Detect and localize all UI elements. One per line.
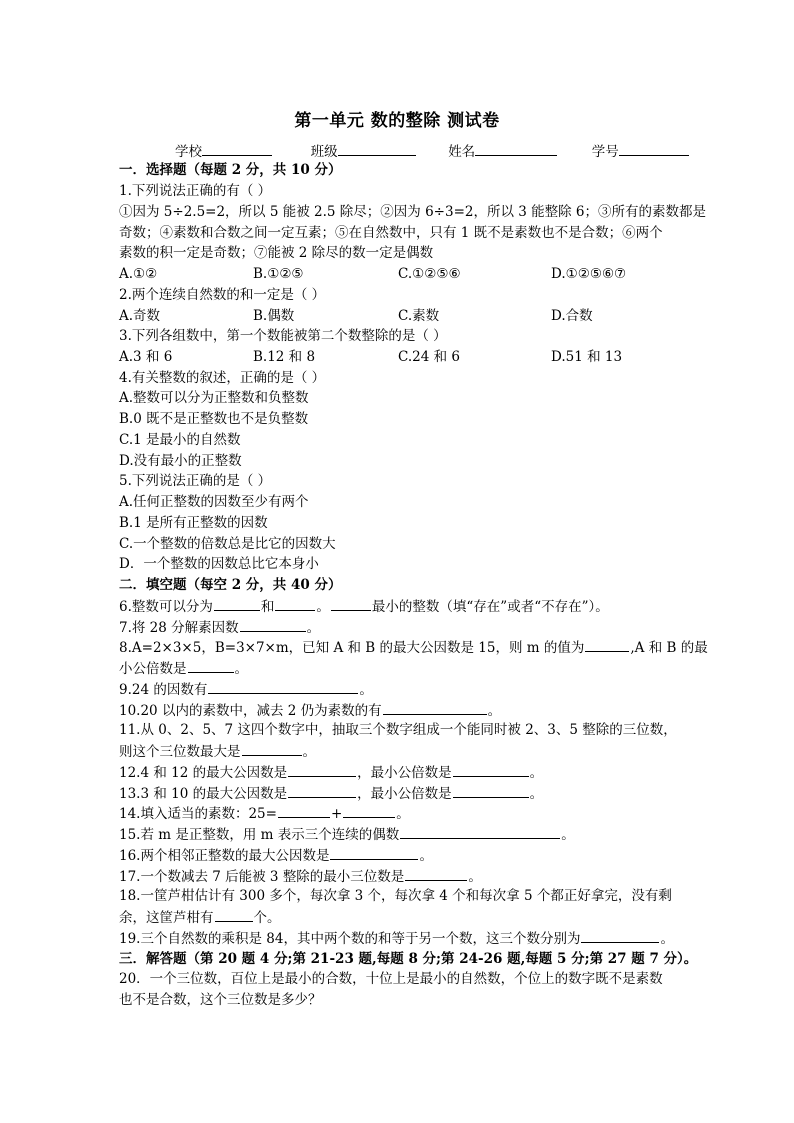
q3-option-b[interactable]: B.12 和 8 [253,349,316,365]
q11-text-b: 则这个三位数最大是 [119,744,241,760]
q16-text-b: 。 [419,848,433,864]
q12-text-b: ，最小公倍数是 [357,765,452,781]
q5-option-b[interactable]: B.1 是所有正整数的因数 [119,515,268,531]
q15 [119,825,575,844]
q7-text-b: 。 [306,620,321,636]
q13-text-b: ，最小公倍数是 [357,786,452,802]
name-blank[interactable] [475,141,557,156]
q1-option-d[interactable]: D.①②⑤⑥⑦ [551,266,627,282]
q3-option-d[interactable]: D.51 和 13 [551,349,623,365]
q6 [119,597,609,616]
q8-blank-2[interactable] [188,659,234,673]
q15-text-b: 。 [561,827,575,843]
class-blank[interactable] [338,141,416,156]
q20-line1: 20．一个三位数，百位上是最小的合数，十位上是最小的自然数，个位上的数字既不是素数 [119,971,663,987]
q3-option-c[interactable]: C.24 和 6 [398,349,460,365]
q2-option-c[interactable]: C.素数 [398,308,440,324]
q15-blank[interactable] [400,825,560,839]
q18-line2 [119,908,281,927]
number-blank[interactable] [619,141,689,156]
q4-stem: 4.有关整数的叙述，正确的是（ ） [119,370,326,386]
q20-line2: 也不是合数，这个三位数是多少？ [119,992,322,1008]
q4-option-b[interactable]: B.0 既不是正整数也不是负整数 [119,411,309,427]
q8-text-c: 小公倍数是 [119,661,187,677]
q1-option-b[interactable]: B.①②⑤ [253,266,304,282]
q17 [119,867,482,886]
q12-text-a: 12.4 和 12 的最大公因数是 [119,765,288,781]
q8-line1 [119,638,708,657]
q1-text-line1: ①因为 5÷2.5=2，所以 5 能被 2.5 除尽；②因为 6÷3=2，所以 3 能整除 6；③所有的素数都是 [119,204,707,220]
class-label: 班级 [310,144,338,160]
q14-blank-2[interactable] [343,804,395,818]
q13 [119,784,543,803]
q4-option-a[interactable]: A.整数可以分为正整数和负整数 [119,390,309,406]
q10-text-b: 。 [487,703,502,719]
q8-text-a: 8.A=2×3×5，B=3×7×m，已知 A 和 B 的最大公因数是 15，则 m 的值为 [119,640,585,656]
q19-text-a: 19.三个自然数的乘积是 84，其中两个数的和等于另一个数，这三个数分别为 [119,931,581,947]
name-label: 姓名 [448,144,476,160]
q12-blank-1[interactable] [288,763,356,777]
q19 [119,929,674,948]
q2-option-b[interactable]: B.偶数 [253,308,295,324]
q10-text-a: 10.20 以内的素数中，减去 2 仍为素数的有 [119,703,382,719]
q14-text-b: + [330,806,343,822]
q11-blank[interactable] [242,742,302,756]
q6-text-b: 和 [260,599,275,615]
q11-line1: 11.从 0、2、5、7 这四个数字中，抽取三个数字组成一个能同时被 2、3、5 整除的三位数， [119,722,677,738]
q14-blank-1[interactable] [278,804,330,818]
q1-text-line2: 奇数；④素数和合数之间一定互素；⑤在自然数中，只有 1 既不是素数也不是合数；⑥两个 [119,225,663,241]
q18-line1: 18.一筐芦柑估计有 300 多个，每次拿 3 个，每次拿 4 个和每次拿 5 个都正好拿完，没有剩 [119,888,672,904]
q2-option-a[interactable]: A.奇数 [119,308,161,324]
q4-option-c[interactable]: C.1 是最小的自然数 [119,432,241,448]
q12-text-c: 。 [529,765,544,781]
q9-blank[interactable] [208,680,358,694]
q6-text-a: 6.整数可以分为 [119,599,213,615]
q15-text-a: 15.若 m 是正整数，用 m 表示三个连续的偶数 [119,827,400,843]
q2-option-d[interactable]: D.合数 [551,308,593,324]
q11-text-c: 。 [302,744,316,760]
q18-blank[interactable] [215,908,253,922]
q16 [119,846,433,865]
q14 [119,804,410,823]
q3-option-a[interactable]: A.3 和 6 [119,349,173,365]
q19-blank[interactable] [581,929,659,943]
section-fill-heading: 二．填空题（每空 2 分，共 40 分） [119,577,342,593]
q16-blank[interactable] [330,846,418,860]
page-title: 第一单元 数的整除 测试卷 [294,111,500,131]
q8-text-d: 。 [234,661,248,677]
q13-text-a: 13.3 和 10 的最大公因数是 [119,786,288,802]
school-label: 学校 [175,144,202,160]
q13-blank-1[interactable] [288,784,356,798]
section-choice-heading: 一．选择题（每题 2 分，共 10 分） [119,162,342,178]
q10-blank[interactable] [383,701,487,715]
q19-text-b: 。 [660,931,674,947]
q8-text-b: ,A 和 B 的最 [630,640,708,656]
q2-stem: 2.两个连续自然数的和一定是（ ） [119,287,326,303]
q9-text-a: 9.24 的因数有 [119,682,208,698]
q12 [119,763,543,782]
q17-text-b: 。 [468,869,482,885]
q14-text-a: 14.填入适当的素数：25= [119,806,277,822]
number-label: 学号 [591,144,619,160]
q7-text-a: 7.将 28 分解素因数 [119,620,239,636]
q12-blank-2[interactable] [453,763,529,777]
q8-blank-1[interactable] [585,638,629,652]
q11-line2 [119,742,316,761]
q18-text-c: 个。 [253,910,281,926]
q5-option-d[interactable]: D．一个整数的因数总比它本身小 [119,556,319,572]
school-blank[interactable] [202,141,272,156]
q9 [119,680,373,699]
q6-blank-1[interactable] [214,597,260,611]
q13-blank-2[interactable] [453,784,529,798]
q5-option-a[interactable]: A.任何正整数的因数至少有两个 [119,494,309,510]
q1-stem: 1.下列说法正确的有（ ） [119,183,272,199]
q4-option-d[interactable]: D.没有最小的正整数 [119,453,242,469]
q17-blank[interactable] [405,867,467,881]
q9-text-b: 。 [359,682,373,698]
q17-text-a: 17.一个数减去 7 后能被 3 整除的最小三位数是 [119,869,405,885]
q1-text-line3: 素数的积一定是奇数；⑦能被 2 除尽的数一定是偶数 [119,245,434,261]
section-answer-heading: 三．解答题（第 20 题 4 分;第 21-23 题,每题 8 分;第 24-26 题,每题 5 分;第 27 题 7 分）。 [119,951,698,967]
q6-text-c: 。 [316,599,330,615]
q5-option-c[interactable]: C.一个整数的倍数总是比它的因数大 [119,536,336,552]
q13-text-c: 。 [529,786,544,802]
q14-text-c: 。 [396,806,410,822]
q6-text-d: 最小的整数（填“存在”或者“不存在”）。 [371,599,609,615]
q5-stem: 5.下列说法正确的是（ ） [119,473,272,489]
q3-stem: 3.下列各组数中，第一个数能被第二个数整除的是（ ） [119,328,447,344]
q1-option-c[interactable]: C.①②⑤⑥ [398,266,461,282]
q18-text-b: 余，这筐芦柑有 [119,910,214,926]
q6-blank-2[interactable] [275,597,315,611]
q1-option-a[interactable]: A.①② [119,266,158,282]
q7-blank[interactable] [240,618,306,632]
student-info-row [175,140,689,160]
q8-line2 [119,659,248,678]
q16-text-a: 16.两个相邻正整数的最大公因数是 [119,848,330,864]
q7 [119,618,320,637]
q10 [119,701,501,720]
q6-blank-3[interactable] [331,597,371,611]
